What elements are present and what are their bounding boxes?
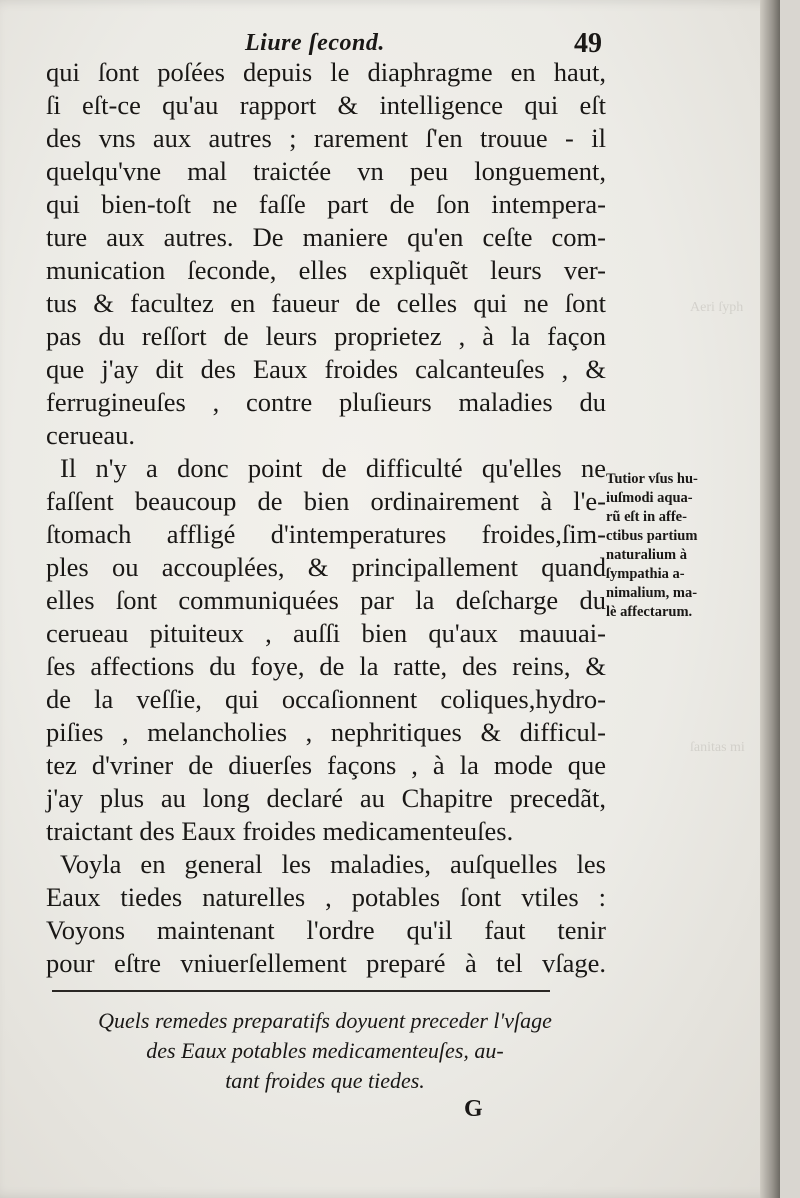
text-line: des vns aux autres ; rarement ſ'en trouue - il — [46, 123, 606, 153]
running-head-title: Liure ſecond. — [245, 30, 385, 56]
body-text — [46, 56, 606, 980]
section-heading-line: des Eaux potables medicamenteuſes, au- — [146, 1038, 504, 1063]
marginal-note-line: iuſmodi aqua- — [606, 490, 693, 506]
text-line: cerueau pituiteux , auſſi bien qu'aux mauuai- — [46, 618, 606, 648]
text-line: tus & facultez en faueur de celles qui ne ſont — [46, 288, 606, 318]
text-line: piſies , melancholies , nephritiques & difficul- — [46, 717, 606, 747]
text-line: ferrugineuſes , contre pluſieurs maladies du — [46, 387, 606, 417]
marginal-note-line: Tutior vſus hu- — [606, 471, 698, 487]
text-line: j'ay plus au long declaré au Chapitre precedãt, — [46, 783, 606, 813]
text-line: Voyla en general les maladies, auſquelles les — [60, 849, 606, 879]
text-line: Eaux tiedes naturelles , potables ſont vtiles : — [46, 882, 606, 912]
text-line: qui bien-toſt ne faſſe part de ſon intempera- — [46, 189, 606, 219]
text-line: ſi eſt-ce qu'au rapport & intelligence qui eſt — [46, 90, 606, 120]
marginal-note-line: ctibus partium — [606, 528, 698, 544]
text-line: Il n'y a donc point de difficulté qu'elles ne — [60, 453, 606, 483]
section-heading-line: Quels remedes preparatifs doyuent preceder l'vſage — [98, 1008, 552, 1033]
text-line: elles ſont communiquées par la deſcharge du — [46, 585, 606, 615]
text-line: traictant des Eaux froides medicamenteuſes. — [46, 816, 514, 846]
text-line: pas du reſſort de leurs proprietez , à la façon — [46, 321, 606, 351]
signature-mark: G — [464, 1096, 483, 1122]
section-heading-line: tant froides que tiedes. — [225, 1068, 425, 1093]
marginal-note-line: lè affectarum. — [606, 604, 693, 620]
bleed-through-text: ſanitas mi — [690, 740, 745, 755]
text-line: quelqu'vne mal traictée vn peu longuement, — [46, 156, 606, 186]
text-line: ſes affections du foye, de la ratte, des reins, & — [46, 651, 606, 681]
marginal-note-line: nimalium, ma- — [606, 585, 698, 601]
marginal-note — [606, 470, 766, 622]
marginal-note-line: rũ eſt in affe- — [606, 509, 687, 525]
text-line: tez d'vriner de diuerſes façons , à la mode que — [46, 750, 606, 780]
text-line: cerueau. — [46, 420, 135, 450]
text-line: Voyons maintenant l'ordre qu'il faut tenir — [46, 915, 606, 945]
text-line: de la veſſie, qui occaſionnent coliques,hydro- — [46, 684, 606, 714]
text-line: ſtomach affligé d'intemperatures froides,ſim- — [46, 519, 606, 549]
text-line: faſſent beaucoup de bien ordinairement à l'e- — [46, 486, 606, 516]
running-head — [0, 26, 640, 60]
text-line: ture aux autres. De maniere qu'en ceſte com- — [46, 222, 606, 252]
text-line: que j'ay dit des Eaux froides calcanteuſes , & — [46, 354, 606, 384]
text-line: munication ſeconde, elles expliquẽt leurs ver- — [46, 255, 606, 285]
bleed-through-text: Aeri ſyph — [690, 300, 744, 315]
marginal-note-line: ſympathia a- — [606, 566, 685, 582]
text-line: ples ou accouplées, & principallement quand — [46, 552, 606, 582]
text-line: qui ſont poſées depuis le diaphragme en haut, — [46, 57, 606, 87]
page-number: 49 — [574, 28, 602, 59]
marginal-note-line: naturalium à — [606, 547, 687, 563]
section-heading — [40, 1006, 610, 1096]
section-divider — [52, 990, 550, 992]
text-line: pour eſtre vniuerſellement preparé à tel vſage. — [46, 948, 606, 978]
